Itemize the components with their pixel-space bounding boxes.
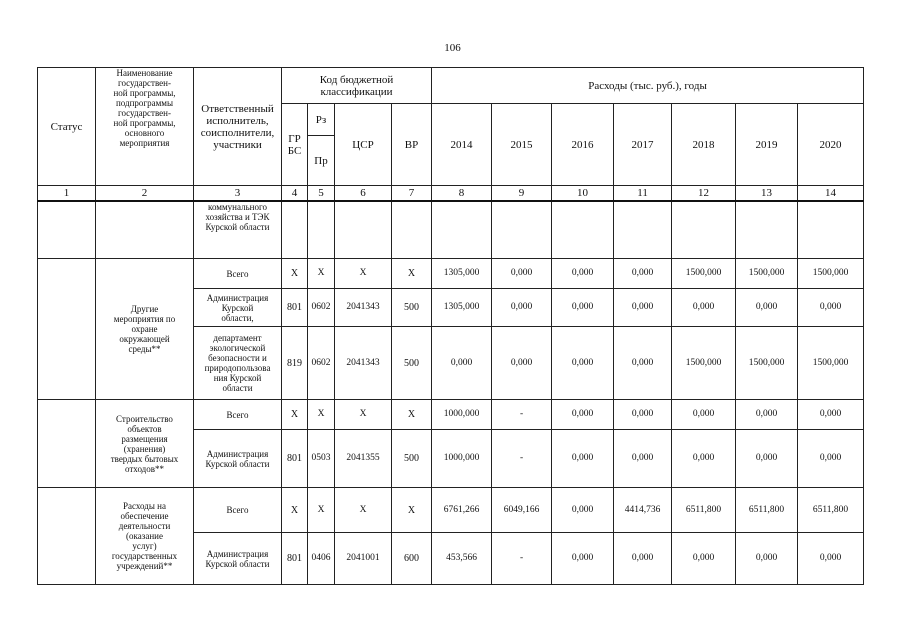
value-cell: 0,000 [552, 488, 614, 533]
continuation-responsible: коммунального хозяйства и ТЭК Курской области [194, 201, 282, 259]
header-year: 2015 [492, 104, 552, 186]
value-cell: 1500,000 [736, 259, 798, 289]
vr-cell: Х [392, 259, 432, 289]
value-cell: 0,000 [432, 327, 492, 400]
rzpr-cell: Х [308, 400, 335, 430]
continuation-row [38, 201, 864, 259]
header-pr: Пр [308, 136, 335, 186]
cell-empty [736, 201, 798, 259]
header-rz: Рз [308, 104, 335, 136]
responsible-cell: Администрация Курской области [194, 430, 282, 488]
grbs-cell: Х [282, 400, 308, 430]
column-number: 10 [552, 186, 614, 201]
value-cell: 1500,000 [736, 327, 798, 400]
group-name: Другие мероприятия по охране окружающей среды** [96, 259, 194, 400]
cell-empty [492, 201, 552, 259]
csr-cell: 2041001 [335, 533, 392, 585]
value-cell: 1500,000 [672, 327, 736, 400]
value-cell: 0,000 [614, 430, 672, 488]
table-row [38, 488, 864, 533]
column-number: 8 [432, 186, 492, 201]
column-number-row [38, 186, 864, 201]
grbs-cell: Х [282, 488, 308, 533]
value-cell: 4414,736 [614, 488, 672, 533]
rzpr-cell: Х [308, 488, 335, 533]
header-year: 2014 [432, 104, 492, 186]
column-number: 11 [614, 186, 672, 201]
value-cell: - [492, 430, 552, 488]
rzpr-cell: Х [308, 259, 335, 289]
value-cell: 0,000 [798, 289, 864, 327]
value-cell: 0,000 [736, 400, 798, 430]
value-cell: 6049,166 [492, 488, 552, 533]
column-number: 6 [335, 186, 392, 201]
responsible-cell: Всего [194, 400, 282, 430]
cell-empty [38, 201, 96, 259]
value-cell: 0,000 [614, 533, 672, 585]
cell-empty [614, 201, 672, 259]
header-year: 2018 [672, 104, 736, 186]
cell-empty [672, 201, 736, 259]
group-name: Расходы на обеспечение деятельности (оказание услуг) государственных учреждений** [96, 488, 194, 585]
value-cell: 6511,800 [736, 488, 798, 533]
column-number: 2 [96, 186, 194, 201]
group-name: Строительство объектов размещения (хранения) твердых бытовых отходов** [96, 400, 194, 488]
column-number: 4 [282, 186, 308, 201]
column-number: 14 [798, 186, 864, 201]
header-row-1 [38, 68, 864, 104]
value-cell: 0,000 [672, 289, 736, 327]
grbs-cell: 801 [282, 533, 308, 585]
value-cell: 0,000 [736, 289, 798, 327]
value-cell: 1500,000 [798, 259, 864, 289]
vr-cell: 500 [392, 430, 432, 488]
value-cell: 1500,000 [798, 327, 864, 400]
responsible-cell: Всего [194, 259, 282, 289]
value-cell: 0,000 [552, 533, 614, 585]
value-cell: 0,000 [492, 327, 552, 400]
value-cell: 0,000 [614, 400, 672, 430]
value-cell: 453,566 [432, 533, 492, 585]
value-cell: 0,000 [552, 259, 614, 289]
header-csr: ЦСР [335, 104, 392, 186]
rzpr-cell: 0503 [308, 430, 335, 488]
value-cell: 0,000 [552, 430, 614, 488]
cell-empty [96, 201, 194, 259]
grbs-cell: 801 [282, 430, 308, 488]
vr-cell: 500 [392, 289, 432, 327]
value-cell: 6761,266 [432, 488, 492, 533]
header-name: Наименование государствен- ной программы, подпрограммы государствен- ной программы, основного мероприятия [96, 68, 194, 186]
csr-cell: 2041343 [335, 327, 392, 400]
header-year: 2019 [736, 104, 798, 186]
csr-cell: Х [335, 488, 392, 533]
value-cell: 1000,000 [432, 430, 492, 488]
value-cell: 1305,000 [432, 259, 492, 289]
cell-empty [798, 201, 864, 259]
cell-empty [282, 201, 308, 259]
status-cell [38, 400, 96, 488]
column-number: 7 [392, 186, 432, 201]
rzpr-cell: 0602 [308, 327, 335, 400]
column-number: 3 [194, 186, 282, 201]
responsible-cell: Администрация Курской области, [194, 289, 282, 327]
status-cell [38, 488, 96, 585]
vr-cell: Х [392, 488, 432, 533]
header-expenses: Расходы (тыс. руб.), годы [432, 68, 864, 104]
cell-empty [335, 201, 392, 259]
value-cell: - [492, 400, 552, 430]
cell-empty [392, 201, 432, 259]
vr-cell: Х [392, 400, 432, 430]
header-status: Статус [38, 68, 96, 186]
header-responsible: Ответственный исполнитель, соисполнители, участники [194, 68, 282, 186]
value-cell: 1305,000 [432, 289, 492, 327]
value-cell: 0,000 [798, 533, 864, 585]
table-row [38, 400, 864, 430]
value-cell: 0,000 [736, 533, 798, 585]
vr-cell: 500 [392, 327, 432, 400]
value-cell: 0,000 [614, 289, 672, 327]
value-cell: 0,000 [672, 533, 736, 585]
responsible-cell: Администрация Курской области [194, 533, 282, 585]
value-cell: 0,000 [614, 327, 672, 400]
column-number: 1 [38, 186, 96, 201]
column-number: 13 [736, 186, 798, 201]
csr-cell: 2041343 [335, 289, 392, 327]
value-cell: 0,000 [492, 259, 552, 289]
responsible-cell: Всего [194, 488, 282, 533]
grbs-cell: 819 [282, 327, 308, 400]
value-cell: 0,000 [672, 430, 736, 488]
value-cell: 0,000 [552, 327, 614, 400]
header-budget-code: Код бюджетной классификации [282, 68, 432, 104]
value-cell: 0,000 [736, 430, 798, 488]
status-cell [38, 259, 96, 400]
value-cell: 0,000 [552, 400, 614, 430]
grbs-cell: 801 [282, 289, 308, 327]
value-cell: - [492, 533, 552, 585]
header-year: 2017 [614, 104, 672, 186]
cell-empty [308, 201, 335, 259]
value-cell: 0,000 [798, 430, 864, 488]
value-cell: 1000,000 [432, 400, 492, 430]
header-year: 2016 [552, 104, 614, 186]
table-row [38, 259, 864, 289]
value-cell: 0,000 [798, 400, 864, 430]
rzpr-cell: 0602 [308, 289, 335, 327]
csr-cell: Х [335, 259, 392, 289]
value-cell: 0,000 [614, 259, 672, 289]
cell-empty [552, 201, 614, 259]
value-cell: 0,000 [552, 289, 614, 327]
grbs-cell: Х [282, 259, 308, 289]
rzpr-cell: 0406 [308, 533, 335, 585]
header-grbs: ГР БС [282, 104, 308, 186]
header-vr: ВР [392, 104, 432, 186]
value-cell: 1500,000 [672, 259, 736, 289]
value-cell: 0,000 [492, 289, 552, 327]
value-cell: 6511,800 [672, 488, 736, 533]
header-year: 2020 [798, 104, 864, 186]
column-number: 12 [672, 186, 736, 201]
page-number: 106 [444, 42, 461, 54]
value-cell: 6511,800 [798, 488, 864, 533]
csr-cell: 2041355 [335, 430, 392, 488]
budget-table [37, 67, 864, 585]
cell-empty [432, 201, 492, 259]
column-number: 5 [308, 186, 335, 201]
vr-cell: 600 [392, 533, 432, 585]
responsible-cell: департамент экологической безопасности и природопользова ния Курской области [194, 327, 282, 400]
value-cell: 0,000 [672, 400, 736, 430]
column-number: 9 [492, 186, 552, 201]
csr-cell: Х [335, 400, 392, 430]
